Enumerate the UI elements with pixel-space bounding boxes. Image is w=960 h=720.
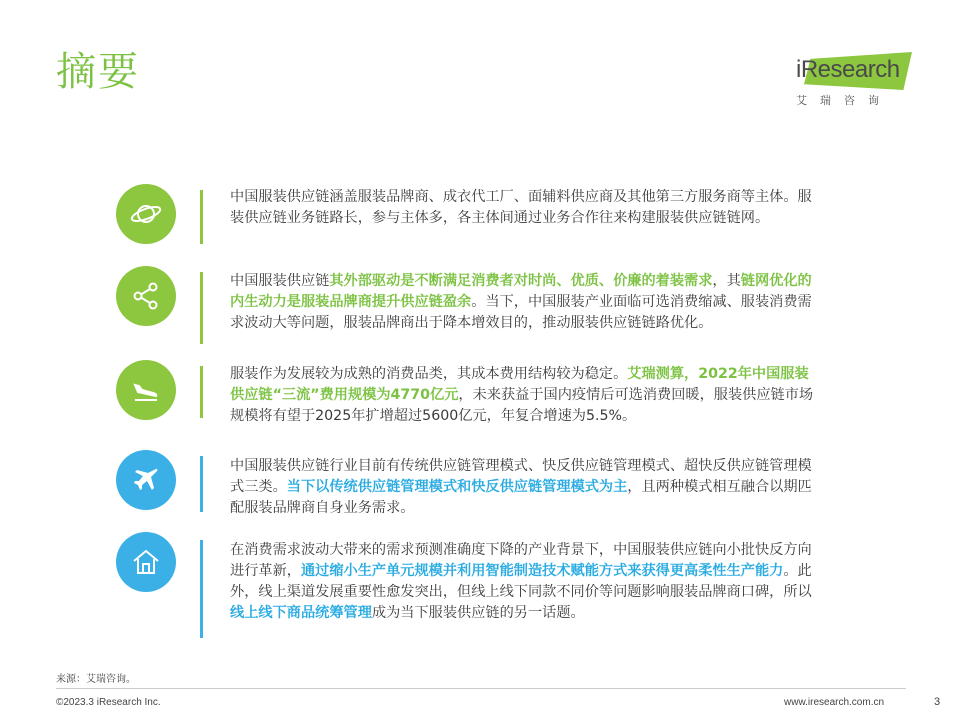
summary-text-3: 服装作为发展较为成熟的消费品类，其成本费用结构较为稳定。艾瑞测算，2022年中国服装供应链“三流”费用规模为4770亿元，未来获益于国内疫情后可选消费回暖，服装供应链市场规模将有望于2025年扩增超过5600亿元，年复合增速为5.5%。	[230, 366, 814, 424]
summary-text-2: 中国服装供应链其外部驱动是不断满足消费者对时尚、优质、价廉的着装需求，其链网优化的内生动力是服装品牌商提升供应链盈余。当下，中国服装产业面临可选消费缩减、服装消费需求波动大等问题，服装品牌商出于降本增效目的，推动服装供应链链路优化。	[230, 273, 812, 331]
plane-landing-icon	[116, 360, 176, 420]
logo-subtitle: 艾瑞咨询	[796, 94, 892, 107]
summary-text-1: 中国服装供应链涵盖服装品牌商、成衣代工厂、面辅料供应商及其他第三方服务商等主体。服装供应链业务链路长，参与主体多，各主体间通过业务合作往来构建服装供应链链网。	[230, 189, 812, 226]
share-icon	[116, 266, 176, 326]
website-link[interactable]: www.iresearch.com.cn	[784, 697, 885, 708]
source-note: 来源：艾瑞咨询。	[56, 674, 136, 685]
summary-text-4: 中国服装供应链行业目前有传统供应链管理模式、快反供应链管理模式、超快反供应链管理模式三类。当下以传统供应链管理模式和快反供应链管理模式为主，且两种模式相互融合以期匹配服装品牌商自身业务需求。	[230, 458, 812, 516]
logo-wordmark: iResearch	[796, 56, 900, 83]
airplane-icon	[116, 450, 176, 510]
divider-line	[200, 540, 203, 638]
footer-divider	[56, 688, 906, 689]
page-title: 摘要	[56, 49, 140, 95]
copyright: ©2023.3 iResearch Inc.	[56, 697, 161, 708]
summary-text-5: 在消费需求波动大带来的需求预测准确度下降的产业背景下，中国服装供应链向小批快反方向进行革新，通过缩小生产单元规模并利用智能制造技术赋能方式来获得更高柔性生产能力。此外，线上渠道发展重要性愈发突出，但线上线下同款不同价等问题影响服装品牌商口碑，所以线上线下商品统筹管理成为当下服装供应链的另一话题。	[230, 542, 812, 621]
divider-line	[200, 456, 203, 512]
divider-line	[200, 272, 203, 344]
planet-icon	[116, 184, 176, 244]
page-number: 3	[934, 696, 941, 708]
iresearch-logo	[790, 48, 920, 110]
divider-line	[200, 366, 203, 418]
home-icon	[116, 532, 176, 592]
divider-line	[200, 190, 203, 244]
